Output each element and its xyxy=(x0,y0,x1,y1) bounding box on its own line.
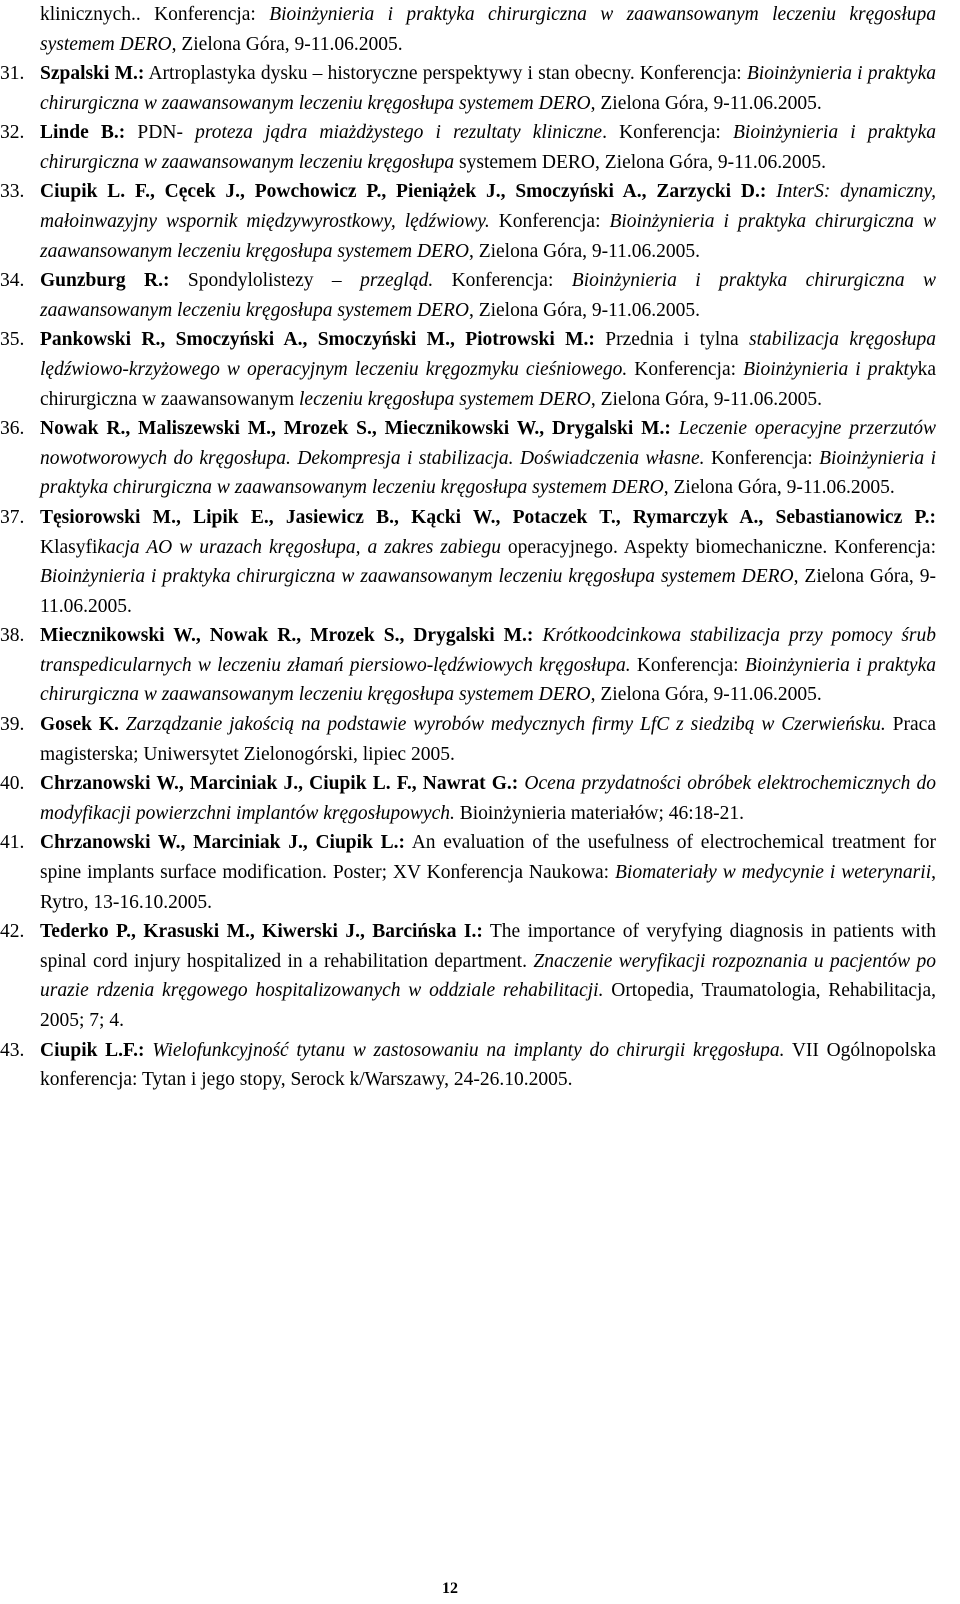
reference-title-italic: stabilizacja kręgosłupa lędźwiowo-krzyżowego w operacyjnym leczeniu kręgozmyku cieśniowego. xyxy=(40,329,936,380)
reference-entry xyxy=(0,710,936,769)
reference-text xyxy=(671,418,679,439)
reference-text: An evaluation of the usefulness of electrochemical treatment for spine implants surface modification. Poster; XV Konferencja Naukowa: xyxy=(40,832,937,884)
page-number: 12 xyxy=(442,1580,458,1597)
reference-number: 40. xyxy=(0,773,25,795)
reference-text: Bioinżynieria materiałów; 46:18-21. xyxy=(454,802,745,824)
reference-authors: Gunzburg R.: xyxy=(40,270,170,292)
reference-text: , Rytro, 13-16.10.2005. xyxy=(40,862,936,913)
intro-conference-title: Bioinżynieria i praktyka chirurgiczna w zaawansowanym leczeniu kręgosłupa systemem DERO xyxy=(40,4,937,55)
reference-text: Klasyfi xyxy=(40,536,98,558)
reference-list xyxy=(0,59,936,1095)
reference-title-italic: Leczenie operacyjne przerzutów nowotworowych do kręgosłupa. Dekompresja i stabilizacja. Doświadczenia własne. xyxy=(40,418,936,469)
reference-entry xyxy=(0,118,936,177)
reference-text: . Konferencja: xyxy=(602,122,733,144)
reference-text: , Zielona Góra, 9-11.06.2005. xyxy=(468,240,700,262)
reference-authors: Ciupik L.F.: xyxy=(40,1039,145,1061)
reference-authors: Gosek K. xyxy=(40,714,119,736)
reference-title-italic: Bioinżynieria i prakty xyxy=(743,358,918,380)
reference-text: PDN- xyxy=(125,122,196,144)
reference-text: operacyjnego. Aspekty biomechaniczne. Konferencja: xyxy=(500,536,936,558)
reference-text: systemem DERO, Zielona Góra, 9-11.06.2005. xyxy=(454,151,827,173)
reference-title-italic: kacja AO w urazach kręgosłupa, a zakres zabiegu xyxy=(97,536,501,558)
reference-entry xyxy=(0,917,936,1035)
reference-text: Spondylolistezy – xyxy=(169,270,361,292)
reference-authors: Chrzanowski W., Marciniak J., Ciupik L.: xyxy=(40,832,406,854)
reference-title-italic: Bioinżynieria i praktyka chirurgiczna w zaawansowanym leczeniu kręgosłupa systemem DERO xyxy=(40,270,937,321)
reference-authors: Szpalski M.: xyxy=(40,63,145,84)
reference-text: Praca magisterska; Uniwersytet Zielonogórski, lipiec 2005. xyxy=(40,714,936,765)
reference-number: 32. xyxy=(0,122,25,144)
reference-text: Konferencja: xyxy=(433,270,572,292)
reference-text: Ortopedia, Traumatologia, Rehabilitacja, 2005; 7; 4. xyxy=(40,980,936,1031)
reference-title-italic: Zarządzanie jakością na podstawie wyrobów medycznych firmy LfC z siedzibą w Czerwieńsku. xyxy=(125,714,886,736)
reference-number: 41. xyxy=(0,832,25,854)
reference-number: 43. xyxy=(0,1039,25,1061)
reference-title-italic: Bioinżynieria i praktyka chirurgiczna w zaawansowanym leczeniu kręgosłupa systemem DERO xyxy=(40,447,936,499)
reference-title-italic: Bioinżynieria i praktyka chirurgiczna w zaawansowanym leczeniu kręgosłupa systemem DERO xyxy=(40,654,936,706)
reference-title-italic: InterS: dynamiczny, małoinwazyjny wspornik międzywyrostkowy, lędźwiowy. xyxy=(40,181,936,232)
reference-entry xyxy=(0,325,936,414)
reference-number: 42. xyxy=(0,921,25,943)
reference-text: VII Ogólnopolska konferencja: Tytan i jego stopy, Serock k/Warszawy, 24-26.10.2005. xyxy=(40,1039,937,1091)
reference-title-italic: proteza jądra miażdżystego i rezultaty kliniczne xyxy=(195,122,603,144)
intro-text-2: , Zielona Góra, 9-11.06.2005. xyxy=(171,33,403,55)
reference-text: , Zielona Góra, 9-11.06.2005. xyxy=(468,299,700,321)
reference-title-italic: Znaczenie weryfikacji rozpoznania u pacjentów po urazie rdzenia kręgowego hospitalizowanych w oddziale rehabilitacji. xyxy=(40,950,936,1002)
reference-text: , Zielona Góra, 9-11.06.2005. xyxy=(663,477,895,499)
intro-text-1: klinicznych.. Konferencja: xyxy=(40,4,270,25)
reference-title-italic: Bioinżynieria i praktyka chirurgiczna w zaawansowanym leczeniu kręgosłupa systemem DERO xyxy=(40,63,936,114)
reference-text xyxy=(766,181,776,202)
reference-entry xyxy=(0,177,936,266)
reference-text: Konferencja: xyxy=(489,210,610,232)
reference-entry xyxy=(0,828,936,917)
reference-title-italic: Bioinżynieria i praktyka chirurgiczna w zaawansowanym leczeniu kręgosłupa systemem DERO xyxy=(40,210,936,262)
reference-text: , Zielona Góra, 9-11.06.2005. xyxy=(40,566,936,617)
reference-authors: Miecznikowski W., Nowak R., Mrozek S., Drygalski M.: xyxy=(40,625,534,647)
reference-text: Artroplastyka dysku – historyczne perspektywy i stan obecny. Konferencja: xyxy=(144,63,747,84)
reference-title-italic: Bioinżynieria i praktyka chirurgiczna w zaawansowanym leczeniu kręgosłupa xyxy=(40,122,936,173)
reference-number: 38. xyxy=(0,625,25,647)
reference-text: ka chirurgiczna w zaawansowanym xyxy=(40,358,936,410)
reference-authors: Pankowski R., Smoczyński A., Smoczyński M., Piotrowski M.: xyxy=(40,329,595,351)
reference-text: , Zielona Góra, 9-11.06.2005. xyxy=(590,388,822,410)
reference-entry xyxy=(0,1036,936,1095)
reference-text: The importance of veryfying diagnosis in patients with spinal cord injury hospitalized in a rehabilitation department. xyxy=(40,921,936,972)
reference-entry xyxy=(0,503,936,621)
reference-number: 34. xyxy=(0,270,25,292)
reference-text: Konferencja: xyxy=(627,358,744,380)
intro-continuation xyxy=(40,0,936,59)
reference-text xyxy=(119,714,126,735)
reference-number: 31. xyxy=(0,63,25,84)
reference-title-italic: Biomateriały w medycynie i weterynarii xyxy=(615,862,932,884)
reference-title-italic: leczeniu kręgosłupa systemem DERO xyxy=(299,388,591,410)
reference-text: Przednia i tylna xyxy=(594,329,750,351)
reference-entry xyxy=(0,266,936,325)
reference-title-italic: Wielofunkcyjność tytanu w zastosowaniu na implanty do chirurgii kręgosłupa. xyxy=(152,1039,785,1061)
reference-entry xyxy=(0,59,936,118)
reference-text: , Zielona Góra, 9-11.06.2005. xyxy=(590,92,822,114)
reference-text: Konferencja: xyxy=(630,654,745,676)
reference-title-italic: Ocena przydatności obróbek elektrochemicznych do modyfikacji powierzchni implantów kręgosłupowych. xyxy=(40,773,936,824)
reference-authors: Tederko P., Krasuski M., Kiwerski J., Barcińska I.: xyxy=(40,921,483,943)
reference-text: Konferencja: xyxy=(704,447,820,469)
reference-entry xyxy=(0,414,936,503)
reference-entry xyxy=(0,621,936,710)
reference-authors: Ciupik L. F., Cęcek J., Powchowicz P., Pieniążek J., Smoczyński A., Zarzycki D.: xyxy=(40,181,767,203)
reference-entry xyxy=(0,769,936,828)
reference-title-italic: Bioinżynieria i praktyka chirurgiczna w zaawansowanym leczeniu kręgosłupa systemem DERO xyxy=(40,566,794,588)
reference-authors: Linde B.: xyxy=(40,122,126,144)
reference-number: 36. xyxy=(0,418,25,440)
reference-authors: Tęsiorowski M., Lipik E., Jasiewicz B., Kącki W., Potaczek T., Rymarczyk A., Sebastianowicz P.: xyxy=(40,506,936,528)
reference-title-italic: przegląd. xyxy=(360,270,434,292)
reference-title-italic: Krótkoodcinkowa stabilizacja przy pomocy śrub transpedicularnych w leczeniu złamań piersiowo-lędźwiowych kręgosłupa. xyxy=(40,625,936,676)
reference-number: 39. xyxy=(0,714,25,736)
reference-number: 33. xyxy=(0,181,25,203)
reference-authors: Chrzanowski W., Marciniak J., Ciupik L. F., Nawrat G.: xyxy=(40,773,519,795)
reference-number: 35. xyxy=(0,329,25,351)
reference-text: , Zielona Góra, 9-11.06.2005. xyxy=(590,684,822,706)
reference-number: 37. xyxy=(0,506,25,528)
reference-authors: Nowak R., Maliszewski M., Mrozek S., Miecznikowski W., Drygalski M.: xyxy=(40,418,671,440)
